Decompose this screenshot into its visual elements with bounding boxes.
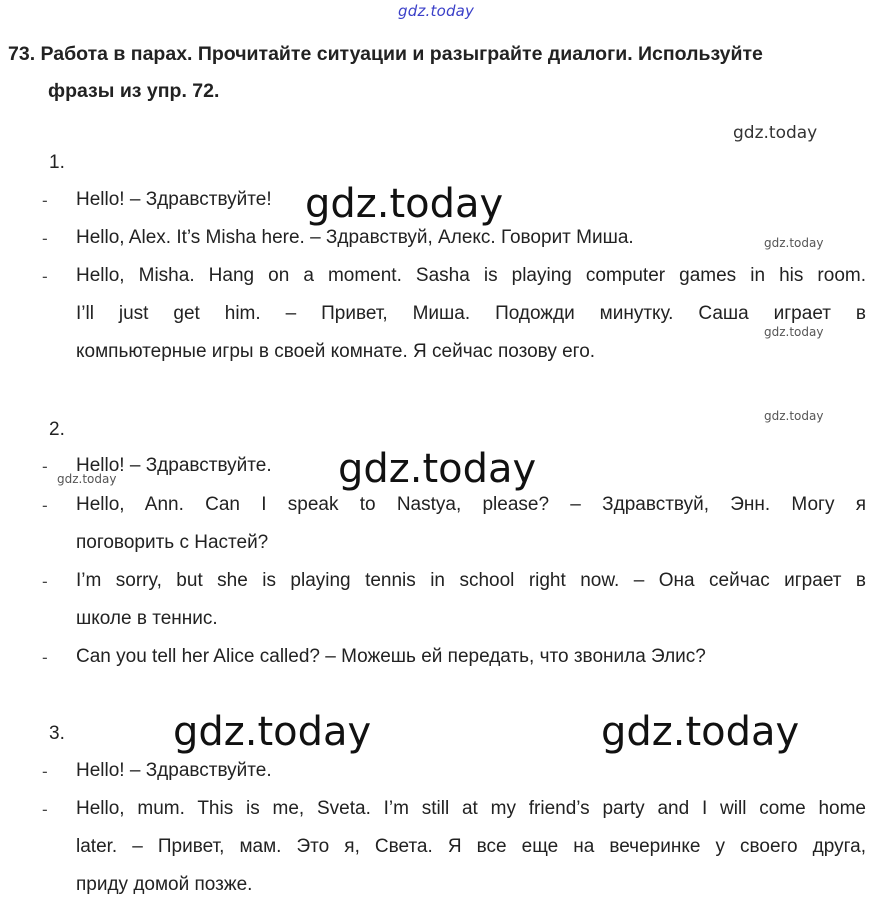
watermark-top: gdz.today — [398, 2, 475, 20]
watermark: gdz.today — [764, 325, 824, 339]
dialog-line: I’m sorry, but she is playing tennis in school right now. – Она сейчас играет в — [76, 570, 866, 591]
dialog-line-continued: later. – Привет, мам. Это я, Света. Я все еще на вечеринке у своего друга, — [76, 836, 866, 857]
dialog-line-continued: I’ll just get him. – Привет, Миша. Подожди минутку. Саша играет в — [76, 303, 866, 324]
dash-bullet: - — [42, 267, 48, 286]
dash-bullet: - — [42, 496, 48, 515]
dialog-line-continued: поговорить с Настей? — [76, 532, 269, 553]
watermark: gdz.today — [57, 472, 117, 486]
dialog-line: Hello, Ann. Can I speak to Nastya, please? – Здравствуй, Энн. Могу я — [76, 494, 866, 515]
watermark: gdz.today — [601, 709, 800, 755]
dialog-line: Can you tell her Alice called? – Можешь ей передать, что звонила Элис? — [76, 646, 706, 667]
watermark: gdz.today — [764, 409, 824, 423]
watermark: gdz.today — [764, 236, 824, 250]
watermark: gdz.today — [173, 709, 372, 755]
dash-bullet: - — [42, 191, 48, 210]
dialog-line: Hello, Alex. It’s Misha here. – Здравствуй, Алекс. Говорит Миша. — [76, 227, 634, 248]
dialog-line-continued: компьютерные игры в своей комнате. Я сейчас позову его. — [76, 341, 596, 362]
dialog-line: Hello! – Здравствуйте. — [76, 760, 272, 781]
section-number-2: 2. — [49, 419, 65, 440]
dash-bullet: - — [42, 648, 48, 667]
dash-bullet: - — [42, 572, 48, 591]
watermark: gdz.today — [305, 181, 504, 227]
dialog-line-continued: приду домой позже. — [76, 874, 253, 895]
section-number-3: 3. — [49, 723, 65, 744]
dialog-line: Hello! – Здравствуйте. — [76, 455, 272, 476]
dialog-line-continued: школе в теннис. — [76, 608, 218, 629]
dialog-line: Hello, mum. This is me, Sveta. I’m still at my friend’s party and I will come home — [76, 798, 866, 819]
dialog-line: Hello, Misha. Hang on a moment. Sasha is playing computer games in his room. — [76, 265, 866, 286]
dash-bullet: - — [42, 800, 48, 819]
dialog-line: Hello! – Здравствуйте! — [76, 189, 272, 210]
dash-bullet: - — [42, 457, 48, 476]
exercise-title-line-2: фразы из упр. 72. — [48, 80, 220, 102]
dash-bullet: - — [42, 229, 48, 248]
section-number-1: 1. — [49, 152, 65, 173]
watermark: gdz.today — [733, 123, 818, 143]
dash-bullet: - — [42, 762, 48, 781]
exercise-title — [8, 36, 870, 110]
exercise-title-line-1: 73. Работа в парах. Прочитайте ситуации и разыграйте диалоги. Используйте — [8, 43, 763, 65]
watermark: gdz.today — [338, 446, 537, 492]
